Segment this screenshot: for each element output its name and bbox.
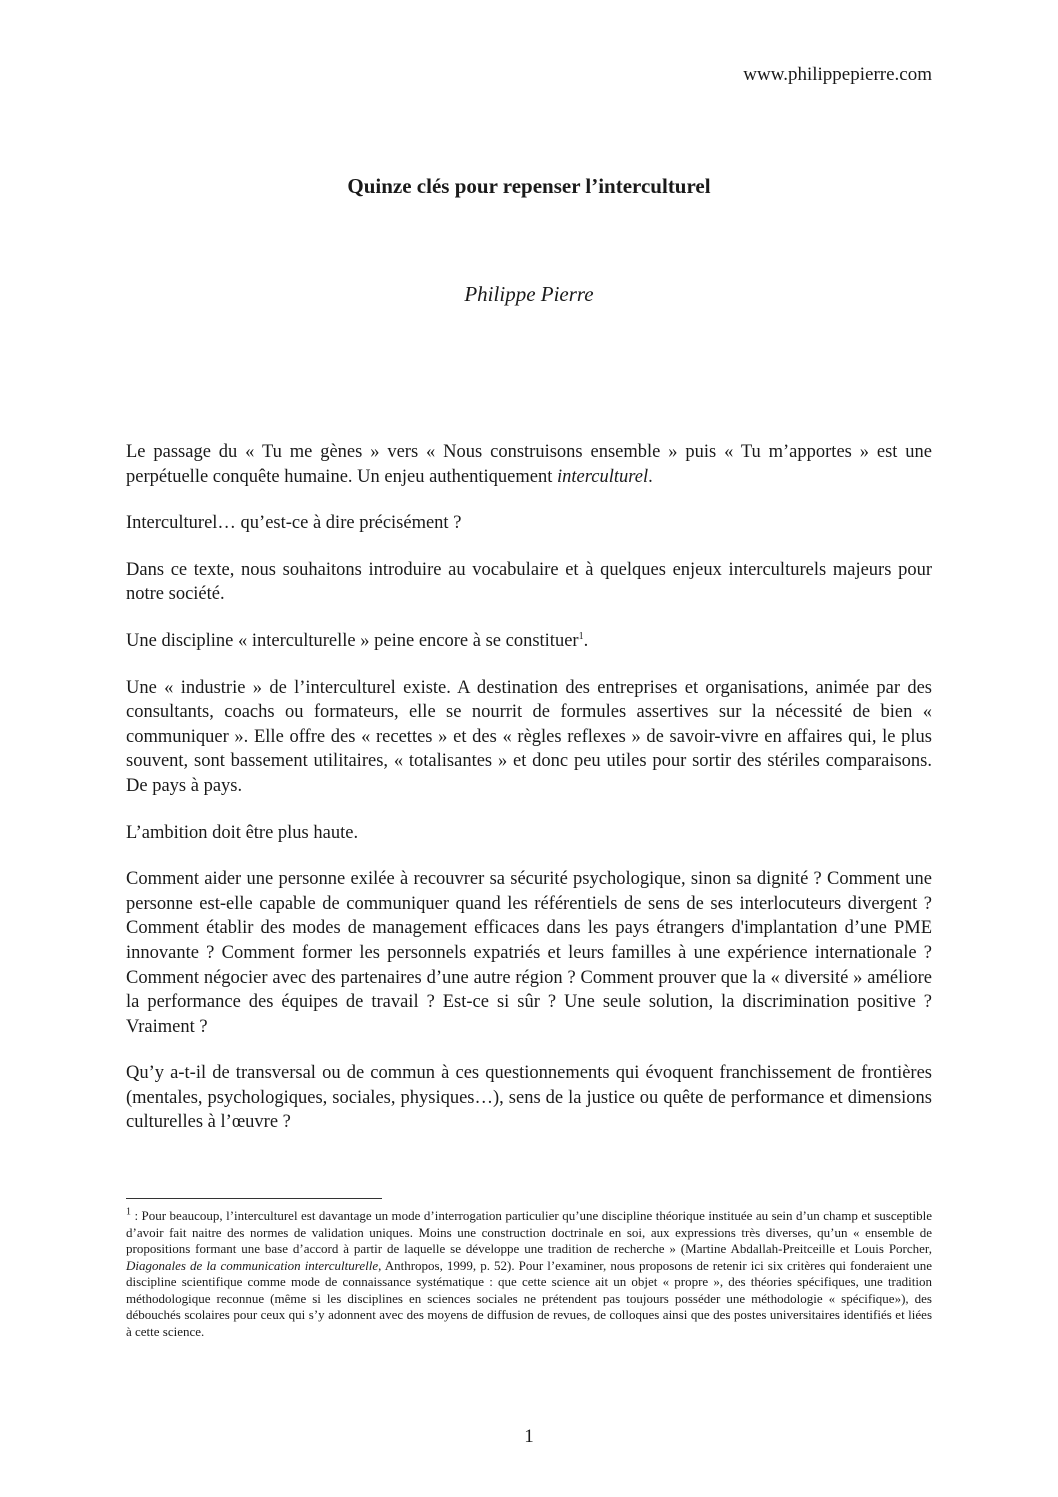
paragraph: Interculturel… qu’est-ce à dire précisément ? [126,513,462,534]
paragraph-text: . [648,466,653,487]
footnote [126,1208,932,1340]
footnote-text: : Pour beaucoup, l’interculturel est davantage un mode d’interrogation particulier qu’une discipline théorique instituée au sein d’un champ et susceptible d’avoir fait naitre des normes de validation uniques. Moins une construction doctrinale en soi, aux expressions très diverses, qu’un « ensemble de propositions formant une base d’accord à partir de laquelle se développe une tradition de recherche » (Martine Abdallah-Preitceille et Louis Porcher, [126,1208,932,1256]
italic-term: interculturel [557,466,649,487]
paragraph [126,629,932,654]
footnote-number: 1 [126,1206,131,1218]
footnote-text: , Anthropos, 1999, p. 52). Pour l’examiner, nous proposons de retenir ici six critères qui fonderaient une discipline scientifique comme mode de connaissance systématique : que cette science ait un objet « propre », des théories spécifiques, une tradition méthodologique reconnue (même si les disciplines en sciences sociales ne prétendent pas toujours posséder une méthodologie « spécifique»), des débouchés scolaires pour ceux qui s’y adonnent avec des moyens de diffusion de revues, de colloques ainsi que des postes universitaires identifiés et liées à cette science. [126,1257,933,1339]
page-number: 1 [524,1426,534,1447]
footnote-separator [126,1198,382,1199]
paragraph: Qu’y a-t-il de transversal ou de commun à ces questionnements qui évoquent franchissement de frontières (mentales, psychologiques, sociales, physiques…), sens de la justice ou quête de performance et dimensions culturelles à l’œuvre ? [126,1063,932,1133]
document-author: Philippe Pierre [464,282,594,306]
header-url: www.philippepierre.com [743,64,932,85]
document-body [126,440,932,1157]
paragraph-text: . [583,630,589,651]
paragraph [126,440,932,489]
paragraph-text: Une discipline « interculturelle » peine encore à se constituer [126,630,579,651]
paragraph: Comment aider une personne exilée à recouvrer sa sécurité psychologique, sinon sa dignité ? Comment une personne est-elle capable de communiquer quand les référentiels de sens de ses interlocuteurs divergent ? Comment établir des modes de management efficaces dans les pays étrangers d'implantation d’une PME innovante ? Comment former les personnels expatriés et leurs familles à une expérience internationale ? Comment négocier avec des partenaires d’une autre région ? Comment prouver que la « diversité » améliore la performance des équipes de travail ? Est-ce si sûr ? Une seule solution, la discrimination positive ? Vraiment ? [126,869,932,1037]
footnote-ref[interactable]: 1 [578,630,584,642]
footnote-italic-title: Diagonales de la communication interculturelle [126,1257,379,1273]
paragraph: Dans ce texte, nous souhaitons introduire au vocabulaire et à quelques enjeux interculturels majeurs pour notre société. [126,559,932,605]
paragraph: Une « industrie » de l’interculturel existe. A destination des entreprises et organisations, animée par des consultants, coachs ou formateurs, elle se nourrit de formules assertives sur la nécessité de bien « communiquer ». Elle offre des « recettes » et des « règles reflexes » de savoir-vivre en affaires qui, le plus souvent, sont bassement utilitaires, « totalisantes » et donc peu utiles pour sortir des stériles comparaisons. De pays à pays. [126,677,932,796]
paragraph: L’ambition doit être plus haute. [126,822,359,843]
paragraph-text: Le passage du « Tu me gènes » vers « Nous construisons ensemble » puis « Tu m’apportes » est une perpétuelle conquête humaine. Un enjeu authentiquement [126,442,932,487]
document-title: Quinze clés pour repenser l’interculturel [347,174,711,198]
